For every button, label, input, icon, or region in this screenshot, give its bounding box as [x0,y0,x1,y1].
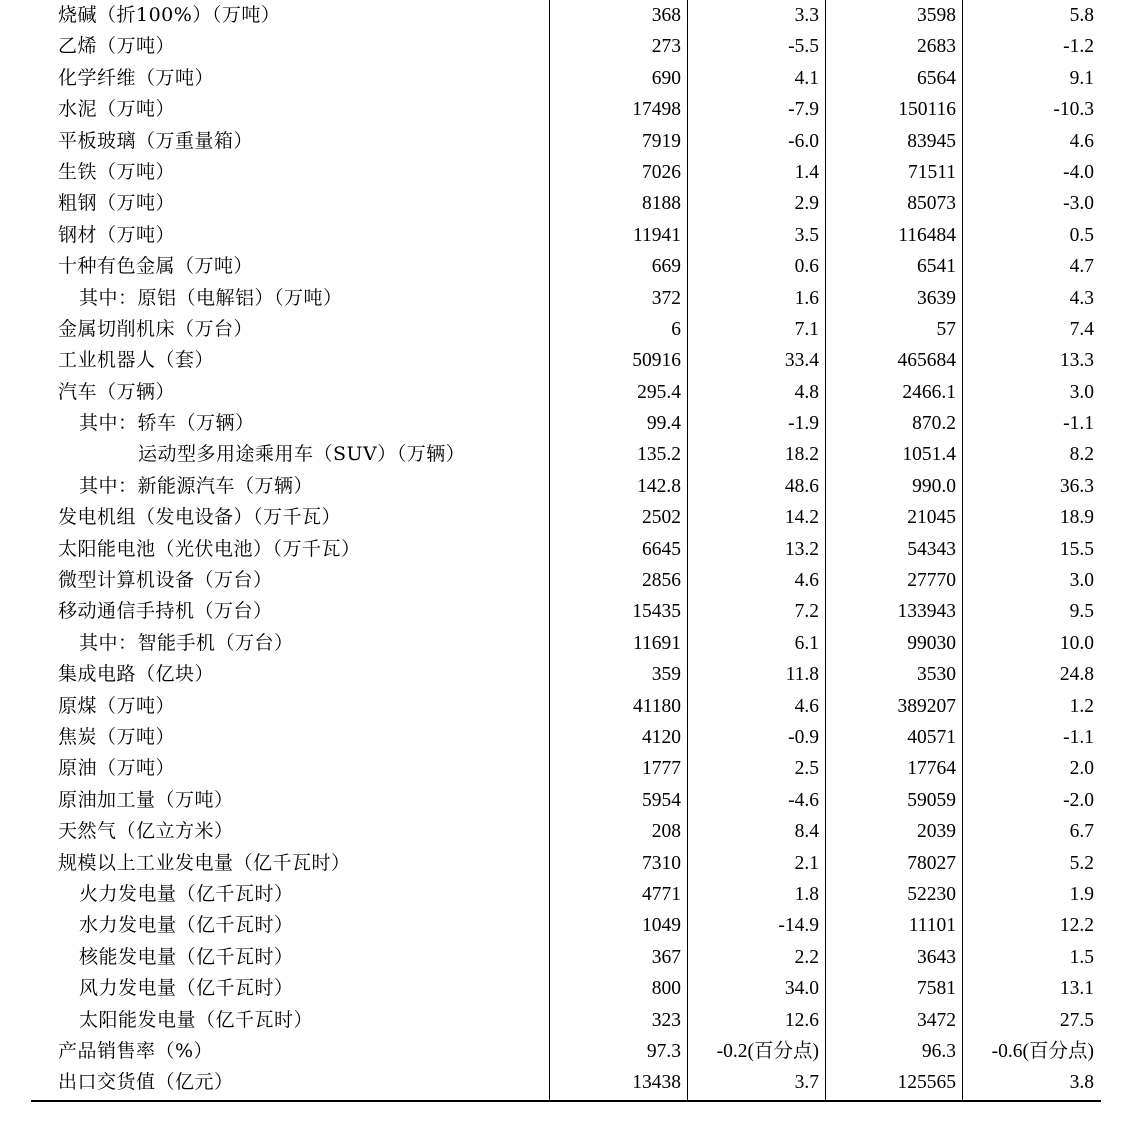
value-cell-col3: 3643 [917,946,956,968]
value-cell-col1: 208 [651,821,681,843]
value-cell-col1: 7919 [642,130,681,152]
value-cell-col3: 83945 [907,130,956,152]
table-row [0,126,1139,157]
value-cell-col2: 2.1 [794,852,819,874]
value-cell-col1: 13438 [632,1072,681,1094]
table-row [0,345,1139,376]
value-cell-col4: 1.9 [1069,883,1094,905]
value-cell-col1: 800 [651,978,681,1000]
value-cell-col4: 27.5 [1059,1009,1094,1031]
value-cell-col2: -5.5 [788,36,819,58]
value-cell-col4: 15.5 [1059,538,1094,560]
value-cell-col2: 4.6 [794,695,819,717]
value-cell-col2: 14.2 [784,507,819,529]
table-row [0,1005,1139,1036]
value-cell-col1: 11691 [632,632,681,654]
value-cell-col2: 1.4 [794,161,819,183]
value-cell-col2: -7.9 [788,99,819,121]
value-cell-col4: 13.3 [1059,350,1094,372]
table-row [0,157,1139,188]
value-cell-col2: -4.6 [788,789,819,811]
value-cell-col3: 52230 [907,883,956,905]
row-label: 其中：智能手机（万台） [79,631,294,654]
row-label: 水泥（万吨） [58,98,176,121]
row-label: 产品销售率（%） [58,1039,214,1062]
value-cell-col3: 96.3 [921,1040,956,1062]
row-label: 太阳能发电量（亿千瓦时） [79,1008,314,1031]
value-cell-col3: 11101 [908,915,956,937]
row-label: 焦炭（万吨） [58,725,176,748]
value-cell-col1: 323 [651,1009,681,1031]
value-cell-col4: 13.1 [1059,978,1094,1000]
row-label: 运动型多用途乘用车（SUV）（万辆） [138,443,466,466]
value-cell-col2: -14.9 [778,915,819,937]
value-cell-col2: 34.0 [784,978,819,1000]
row-label: 原油加工量（万吨） [58,788,234,811]
table-row [0,1036,1139,1067]
value-cell-col3: 17764 [907,758,956,780]
value-cell-col1: 359 [651,664,681,686]
value-cell-col1: 4120 [642,726,681,748]
value-cell-col3: 1051.4 [902,444,956,466]
table-row [0,942,1139,973]
value-cell-col2: 48.6 [784,475,819,497]
value-cell-col2: 7.2 [794,601,819,623]
value-cell-col1: 17498 [632,99,681,121]
value-cell-col4: 1.5 [1069,946,1094,968]
value-cell-col4: -1.1 [1063,726,1094,748]
value-cell-col2: -6.0 [788,130,819,152]
value-cell-col3: 99030 [907,632,956,654]
value-cell-col4: 3.0 [1069,570,1094,592]
table-row [0,31,1139,62]
value-cell-col4: -3.0 [1063,193,1094,215]
value-cell-col1: 7026 [642,161,681,183]
value-cell-col3: 6541 [917,256,956,278]
value-cell-col4: 4.6 [1069,130,1094,152]
row-label: 规模以上工业发电量（亿千瓦时） [58,851,351,874]
value-cell-col2: -0.9 [788,726,819,748]
value-cell-col4: -10.3 [1053,99,1094,121]
value-cell-col2: 3.7 [794,1072,819,1094]
value-cell-col1: 295.4 [637,381,681,403]
table-row [0,283,1139,314]
value-cell-col2: 7.1 [794,318,819,340]
value-cell-col2: 12.6 [784,1009,819,1031]
value-cell-col3: 7581 [917,978,956,1000]
value-cell-col3: 71511 [907,161,956,183]
value-cell-col2: 2.9 [794,193,819,215]
row-label: 核能发电量（亿千瓦时） [79,945,294,968]
value-cell-col1: 2856 [642,570,681,592]
table-row [0,973,1139,1004]
value-cell-col1: 7310 [642,852,681,874]
value-cell-col3: 2039 [917,821,956,843]
value-cell-col4: 7.4 [1069,318,1094,340]
value-cell-col2: 1.6 [794,287,819,309]
value-cell-col4: 4.3 [1069,287,1094,309]
value-cell-col4: 9.5 [1069,601,1094,623]
value-cell-col3: 990.0 [912,475,956,497]
row-label: 烧碱（折100%）（万吨） [58,4,281,26]
value-cell-col2: 2.5 [794,758,819,780]
value-cell-col1: 97.3 [646,1040,681,1062]
value-cell-col3: 3472 [917,1009,956,1031]
table-row [0,439,1139,470]
value-cell-col2: 4.6 [794,570,819,592]
table-row [0,879,1139,910]
row-label: 平板玻璃（万重量箱） [58,129,254,152]
value-cell-col3: 870.2 [912,413,956,435]
table-row [0,848,1139,879]
value-cell-col1: 1049 [642,915,681,937]
value-cell-col2: -1.9 [788,413,819,435]
value-cell-col2: 3.5 [794,224,819,246]
value-cell-col1: 135.2 [637,444,681,466]
value-cell-col2: 4.8 [794,381,819,403]
row-label: 工业机器人（套） [58,349,215,372]
table-row [0,1067,1139,1098]
row-label: 原油（万吨） [58,757,176,780]
table-row [0,691,1139,722]
value-cell-col2: 0.6 [794,256,819,278]
value-cell-col1: 8188 [642,193,681,215]
value-cell-col4: 24.8 [1059,664,1094,686]
value-cell-col1: 6645 [642,538,681,560]
row-label: 火力发电量（亿千瓦时） [79,882,294,905]
value-cell-col4: 3.8 [1069,1072,1094,1094]
value-cell-col1: 15435 [632,601,681,623]
value-cell-col3: 59059 [907,789,956,811]
table-row [0,377,1139,408]
value-cell-col3: 40571 [907,726,956,748]
table-bottom-rule [31,1100,1101,1102]
row-label: 水力发电量（亿千瓦时） [79,914,294,937]
value-cell-col4: 5.8 [1069,5,1094,26]
row-label: 其中：原铝（电解铝）（万吨） [79,286,343,309]
table-row [0,0,1139,31]
value-cell-col4: 18.9 [1059,507,1094,529]
row-label: 十种有色金属（万吨） [58,255,254,278]
table-row [0,63,1139,94]
row-label: 粗钢（万吨） [58,192,176,215]
table-row [0,565,1139,596]
value-cell-col1: 669 [651,256,681,278]
value-cell-col2: -0.2(百分点) [716,1040,819,1062]
row-label: 集成电路（亿块） [58,663,215,686]
value-cell-col3: 85073 [907,193,956,215]
value-cell-col1: 368 [651,5,681,26]
row-label: 其中：轿车（万辆） [79,412,255,435]
value-cell-col2: 33.4 [784,350,819,372]
value-cell-col4: 12.2 [1059,915,1094,937]
table-row [0,220,1139,251]
table-row [0,94,1139,125]
value-cell-col3: 150116 [898,99,956,121]
table-row [0,628,1139,659]
value-cell-col1: 99.4 [646,413,681,435]
value-cell-col3: 57 [936,318,956,340]
value-cell-col4: 9.1 [1069,67,1094,89]
value-cell-col4: -0.6(百分点) [991,1040,1094,1062]
value-cell-col1: 367 [651,946,681,968]
value-cell-col3: 21045 [907,507,956,529]
table-row [0,502,1139,533]
row-label: 天然气（亿立方米） [58,820,234,843]
value-cell-col3: 6564 [917,67,956,89]
value-cell-col1: 4771 [642,883,681,905]
table-row [0,471,1139,502]
value-cell-col2: 2.2 [794,946,819,968]
row-label: 钢材（万吨） [58,223,176,246]
value-cell-col2: 11.8 [785,664,819,686]
row-label: 发电机组（发电设备）（万千瓦） [58,506,342,529]
value-cell-col3: 3639 [917,287,956,309]
value-cell-col2: 3.3 [794,5,819,26]
row-label: 乙烯（万吨） [58,35,176,58]
value-cell-col3: 2683 [917,36,956,58]
value-cell-col4: 3.0 [1069,381,1094,403]
value-cell-col2: 8.4 [794,821,819,843]
value-cell-col3: 54343 [907,538,956,560]
row-label: 风力发电量（亿千瓦时） [79,977,294,1000]
table-row [0,816,1139,847]
value-cell-col1: 41180 [632,695,681,717]
table-row [0,314,1139,345]
row-label: 生铁（万吨） [58,160,176,183]
row-label: 微型计算机设备（万台） [58,569,273,592]
value-cell-col4: -2.0 [1063,789,1094,811]
value-cell-col4: 36.3 [1059,475,1094,497]
table-row [0,188,1139,219]
row-label: 移动通信手持机（万台） [58,600,273,623]
value-cell-col1: 372 [651,287,681,309]
value-cell-col1: 1777 [642,758,681,780]
value-cell-col4: 1.2 [1069,695,1094,717]
value-cell-col4: 0.5 [1069,224,1094,246]
value-cell-col2: 1.8 [794,883,819,905]
value-cell-col1: 2502 [642,507,681,529]
value-cell-col1: 5954 [642,789,681,811]
table-row [0,753,1139,784]
value-cell-col3: 27770 [907,570,956,592]
value-cell-col2: 4.1 [794,67,819,89]
value-cell-col1: 273 [651,36,681,58]
value-cell-col3: 78027 [907,852,956,874]
value-cell-col4: 4.7 [1069,256,1094,278]
table-row [0,596,1139,627]
row-label: 汽车（万辆） [58,380,176,403]
value-cell-col1: 142.8 [637,475,681,497]
value-cell-col4: -1.2 [1063,36,1094,58]
value-cell-col2: 18.2 [784,444,819,466]
row-label: 化学纤维（万吨） [58,66,215,89]
value-cell-col3: 125565 [897,1072,956,1094]
value-cell-col1: 690 [651,67,681,89]
value-cell-col4: 10.0 [1059,632,1094,654]
value-cell-col3: 465684 [897,350,956,372]
value-cell-col3: 389207 [897,695,956,717]
value-cell-col4: -1.1 [1063,413,1094,435]
value-cell-col1: 50916 [632,350,681,372]
row-label: 太阳能电池（光伏电池）（万千瓦） [58,537,361,560]
value-cell-col1: 11941 [632,224,681,246]
value-cell-col4: 8.2 [1069,444,1094,466]
value-cell-col4: 5.2 [1069,852,1094,874]
row-label: 其中：新能源汽车（万辆） [79,474,314,497]
table-row [0,722,1139,753]
table-row [0,534,1139,565]
value-cell-col3: 2466.1 [902,381,956,403]
row-label: 出口交货值（亿元） [58,1071,234,1094]
value-cell-col3: 116484 [898,224,956,246]
table-row [0,659,1139,690]
value-cell-col4: 2.0 [1069,758,1094,780]
value-cell-col3: 3598 [917,5,956,26]
value-cell-col2: 13.2 [784,538,819,560]
table-row [0,408,1139,439]
value-cell-col4: -4.0 [1063,161,1094,183]
value-cell-col4: 6.7 [1069,821,1094,843]
row-label: 金属切削机床（万台） [58,317,254,340]
value-cell-col3: 133943 [897,601,956,623]
value-cell-col3: 3530 [917,664,956,686]
table-row [0,251,1139,282]
table-row [0,910,1139,941]
value-cell-col1: 6 [671,318,681,340]
table-row [0,785,1139,816]
row-label: 原煤（万吨） [58,694,176,717]
value-cell-col2: 6.1 [794,632,819,654]
